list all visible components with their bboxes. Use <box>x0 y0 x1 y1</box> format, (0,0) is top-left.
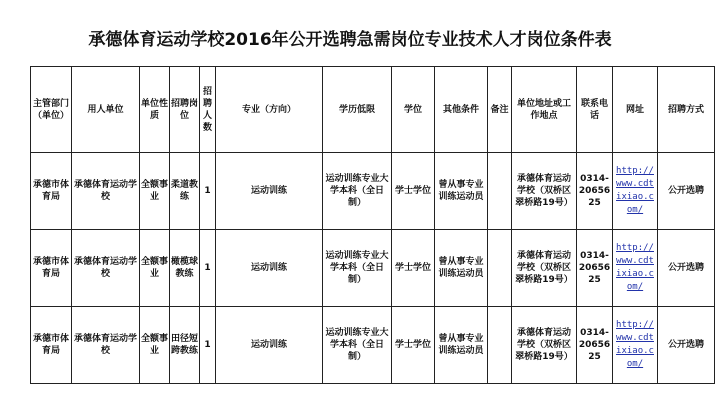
cell-unit: 承德体育运动学校 <box>72 307 140 384</box>
cell-education: 运动训练专业大学本科（全日制） <box>323 307 392 384</box>
header-address: 单位地址或工作地点 <box>512 67 577 153</box>
cell-degree: 学士学位 <box>392 230 435 307</box>
website-link[interactable]: http://www.cdtixiao.com/ <box>613 230 658 307</box>
header-major: 专业（方向） <box>216 67 323 153</box>
cell-phone: 0314-2065625 <box>577 230 613 307</box>
header-education: 学历低限 <box>323 67 392 153</box>
cell-count: 1 <box>200 307 216 384</box>
header-position: 招聘岗位 <box>170 67 200 153</box>
page-title: 承德体育运动学校2016年公开选聘急需岗位专业技术人才岗位条件表 <box>88 30 612 50</box>
header-dept: 主管部门（单位） <box>31 67 72 153</box>
positions-table <box>30 66 715 384</box>
cell-nature: 全额事业 <box>140 307 170 384</box>
cell-method: 公开选聘 <box>658 153 715 230</box>
cell-count: 1 <box>200 153 216 230</box>
table-row <box>31 153 715 230</box>
cell-nature: 全额事业 <box>140 153 170 230</box>
header-degree: 学位 <box>392 67 435 153</box>
cell-method: 公开选聘 <box>658 307 715 384</box>
cell-major: 运动训练 <box>216 153 323 230</box>
cell-other: 曾从事专业训练运动员 <box>435 307 488 384</box>
cell-phone: 0314-2065625 <box>577 307 613 384</box>
cell-note <box>488 230 512 307</box>
cell-address: 承德体育运动学校（双桥区翠桥路19号） <box>512 153 577 230</box>
cell-position: 柔道教练 <box>170 153 200 230</box>
website-link[interactable]: http://www.cdtixiao.com/ <box>613 307 658 384</box>
header-row <box>31 67 715 153</box>
header-count: 招聘人数 <box>200 67 216 153</box>
cell-unit: 承德体育运动学校 <box>72 230 140 307</box>
cell-note <box>488 307 512 384</box>
cell-degree: 学士学位 <box>392 153 435 230</box>
cell-position: 田径短跨教练 <box>170 307 200 384</box>
cell-other: 曾从事专业训练运动员 <box>435 230 488 307</box>
header-unit: 用人单位 <box>72 67 140 153</box>
cell-nature: 全额事业 <box>140 230 170 307</box>
header-method: 招聘方式 <box>658 67 715 153</box>
cell-major: 运动训练 <box>216 230 323 307</box>
cell-education: 运动训练专业大学本科（全日制） <box>323 153 392 230</box>
cell-address: 承德体育运动学校（双桥区翠桥路19号） <box>512 307 577 384</box>
header-url: 网址 <box>613 67 658 153</box>
header-other: 其他条件 <box>435 67 488 153</box>
cell-unit: 承德体育运动学校 <box>72 153 140 230</box>
table-row <box>31 230 715 307</box>
table-row <box>31 307 715 384</box>
cell-dept: 承德市体育局 <box>31 307 72 384</box>
cell-address: 承德体育运动学校（双桥区翠桥路19号） <box>512 230 577 307</box>
cell-position: 橄榄球教练 <box>170 230 200 307</box>
cell-count: 1 <box>200 230 216 307</box>
cell-dept: 承德市体育局 <box>31 230 72 307</box>
cell-method: 公开选聘 <box>658 230 715 307</box>
header-note: 备注 <box>488 67 512 153</box>
cell-phone: 0314-2065625 <box>577 153 613 230</box>
cell-degree: 学士学位 <box>392 307 435 384</box>
header-phone: 联系电话 <box>577 67 613 153</box>
header-nature: 单位性质 <box>140 67 170 153</box>
website-link[interactable]: http://www.cdtixiao.com/ <box>613 153 658 230</box>
cell-dept: 承德市体育局 <box>31 153 72 230</box>
cell-education: 运动训练专业大学本科（全日制） <box>323 230 392 307</box>
cell-major: 运动训练 <box>216 307 323 384</box>
cell-note <box>488 153 512 230</box>
cell-other: 曾从事专业训练运动员 <box>435 153 488 230</box>
